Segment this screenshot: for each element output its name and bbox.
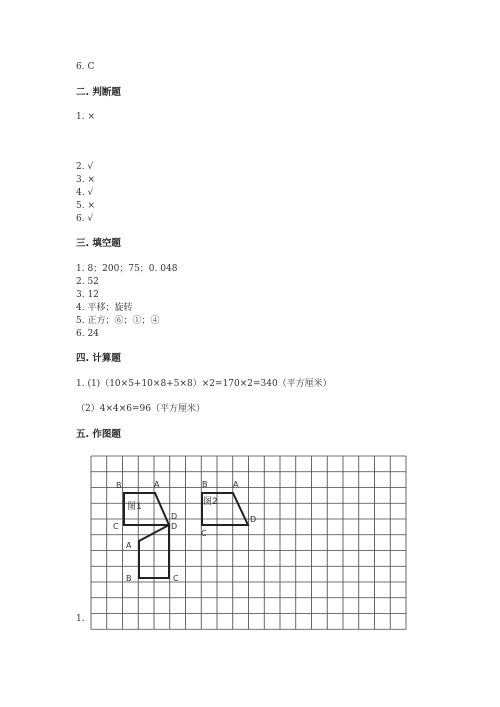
label-fig2-a: A <box>233 480 239 489</box>
label-fig1-c: C <box>113 522 119 531</box>
fill-blank-item-6: 6. 24 <box>76 329 99 339</box>
label-fig1-title: 图1 <box>127 502 142 512</box>
judgement-item-4: 4. √ <box>76 188 94 198</box>
drawing-item-number: 1. <box>76 614 85 624</box>
section-heading-judgement: 二. 判断题 <box>76 87 121 98</box>
label-fig2-d: D <box>250 515 257 524</box>
judgement-item-5: 5. × <box>76 201 95 211</box>
label-rot-b: B <box>126 574 132 583</box>
section-heading-fill-blank: 三. 填空题 <box>76 238 121 249</box>
fill-blank-item-4: 4. 平移；旋转 <box>76 303 133 313</box>
label-rot-d: D <box>171 522 178 531</box>
label-fig2-title: 图2 <box>203 497 218 507</box>
grid-figure <box>90 455 408 635</box>
calculation-item-1: 1. (1)（10×5+10×8+5×8）×2=170×2=340（平方厘米） <box>76 379 332 389</box>
label-rot-c: C <box>173 574 179 583</box>
calculation-item-2: （2）4×4×6=96（平方厘米） <box>76 404 205 414</box>
fill-blank-item-5: 5. 正方；⑥；①；④ <box>76 316 160 326</box>
judgement-item-2: 2. √ <box>76 162 94 172</box>
fill-blank-item-3: 3. 12 <box>76 290 99 300</box>
label-fig1-b: B <box>116 481 122 490</box>
fill-blank-item-2: 2. 52 <box>76 277 99 287</box>
label-fig1-d: D <box>171 512 178 521</box>
answer-6: 6. C <box>76 62 95 72</box>
label-fig1-a: A <box>154 480 160 489</box>
judgement-item-3: 3. × <box>76 175 95 185</box>
section-heading-drawing: 五. 作图题 <box>76 429 121 440</box>
label-rot-a: A <box>126 541 132 550</box>
label-fig2-c: C <box>201 529 207 538</box>
fill-blank-item-1: 1. 8；200；75；0. 048 <box>76 264 178 274</box>
judgement-item-6: 6. √ <box>76 214 94 224</box>
label-fig2-b: B <box>202 480 208 489</box>
section-heading-calculation: 四. 计算题 <box>76 353 121 364</box>
judgement-item-1: 1. × <box>76 112 95 122</box>
